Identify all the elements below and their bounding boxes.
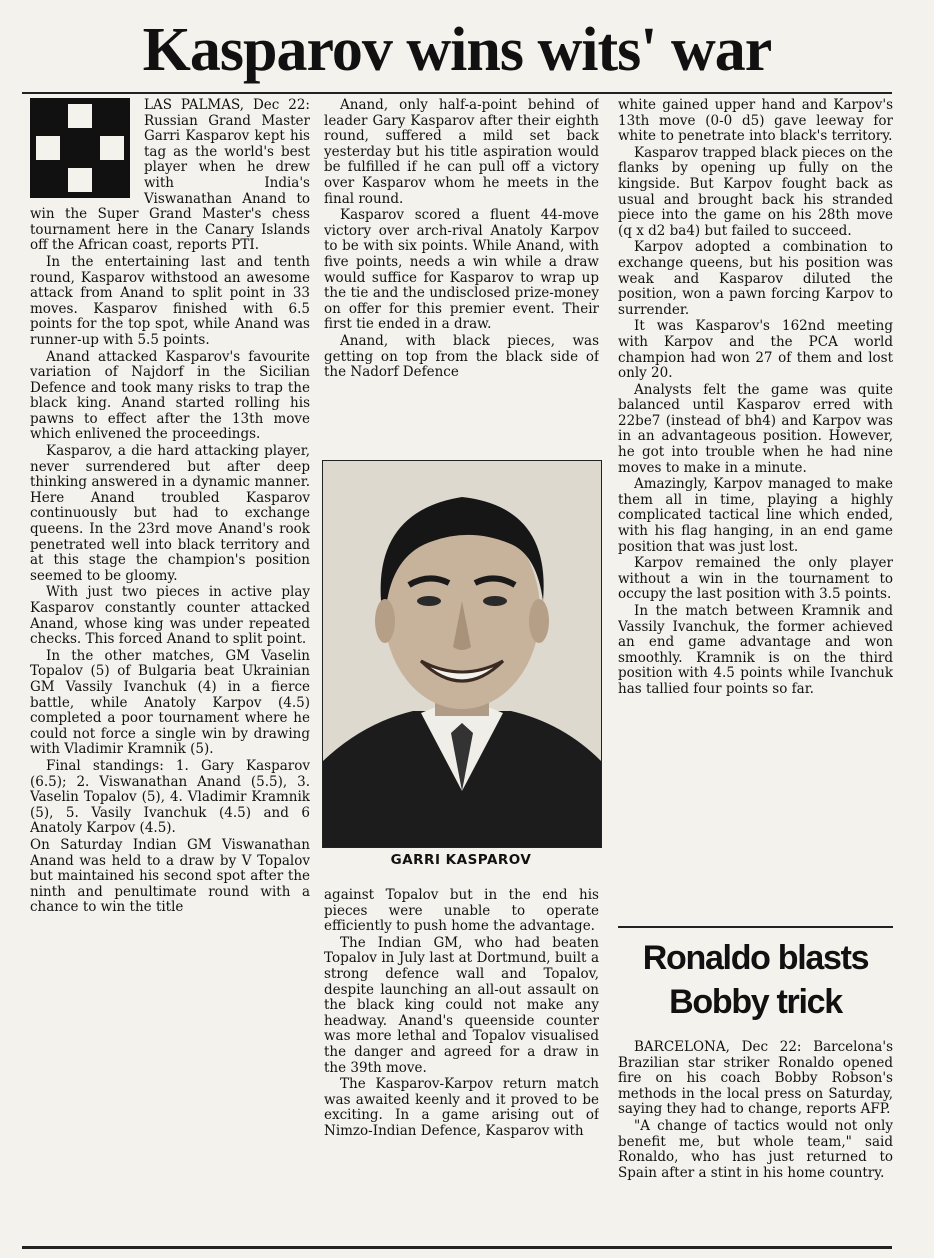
body-paragraph: Amazingly, Karpov managed to make them all in time, playing a highly complicated tactical line which ended, with his flag hanging, in an end game position that was just lost.: [618, 476, 893, 555]
chess-board-icon: [30, 98, 130, 198]
dateline-paragraph: LAS PALMAS, Dec 22: Russian Grand Master Garri Kasparov kept his tag as the world's best player when he drew with India's Viswanathan Anand to win the Super Grand Master's chess tournament here in the Canary Islands off the African coast, reports PTI.: [30, 98, 310, 254]
body-paragraph: Anand, with black pieces, was getting on top from the black side of the Nadorf Defence: [324, 332, 599, 381]
body-paragraph: The Indian GM, who had beaten Topalov in July last at Dortmund, built a strong defence wall and Topalov, despite launching an all-out assault on the black king could not make any headway. Anand's queenside counter was more lethal and Topalov visualised the danger and agreed for a draw in the 39th move.: [324, 934, 599, 1076]
sidebar-article: [618, 1040, 893, 1235]
body-paragraph: Karpov adopted a combination to exchange queens, but his position was weak and Kasparov diluted the position, won a pawn forcing Karpov to surrender.: [618, 239, 893, 318]
body-paragraph: It was Kasparov's 162nd meeting with Karpov and the PCA world champion had won 27 of them and lost only 20.: [618, 318, 893, 382]
sidebar-rule: [618, 926, 893, 928]
article-column-1: [30, 98, 310, 1233]
body-paragraph: In the other matches, GM Vaselin Topalov (5) of Bulgaria beat Ukrainian GM Vassily Ivanchuk (4) in a fierce battle, while Anatoly Karpov (4.5) completed a poor tournament where he could not force a single win by drawing with Vladimir Kramnik (5).: [30, 647, 310, 758]
body-paragraph: With just two pieces in active play Kasparov constantly counter attacked Anand, whose king was under repeated checks. This forced Anand to split point.: [30, 584, 310, 648]
body-paragraph: white gained upper hand and Karpov's 13th move (0-0 d5) gave leeway for white to penetrate into black's territory.: [618, 98, 893, 145]
body-paragraph: On Saturday Indian GM Viswanathan Anand was held to a draw by V Topalov but maintained his second spot after the ninth and penultimate round with a chance to win the title: [30, 836, 310, 916]
body-paragraph: Analysts felt the game was quite balanced until Kasparov erred with 22be7 (instead of bh4) and Karpov was in an advantageous position. However, he got into trouble when he had nine moves to make in a minute.: [618, 381, 893, 476]
body-paragraph: against Topalov but in the end his pieces were unable to operate efficiently to push home the advantage.: [324, 888, 599, 935]
dateline-paragraph: BARCELONA, Dec 22: Barcelona's Brazilian star striker Ronaldo opened fire on his coach Bobby Robson's methods in the local press on Saturday, saying they had to change, reports AFP.: [618, 1040, 893, 1118]
body-paragraph: In the match between Kramnik and Vassily Ivanchuk, the former achieved an end game advantage and won smoothly. Kramnik is on the third position with 4.5 points while Ivanchuk has tallied four points so far.: [618, 603, 893, 697]
body-paragraph: Anand attacked Kasparov's favourite variation of Najdorf in the Sicilian Defence and took many risks to trap the black king. Anand started rolling his pawns to effect after the 13th move which enlivened the proceedings.: [30, 348, 310, 443]
body-paragraph: Karpov remained the only player without a win in the tournament to occupy the last position with 3.5 points.: [618, 555, 893, 603]
sidebar-headline: Ronaldo blasts Bobby trick: [642, 939, 869, 1021]
article-column-2-bottom: [324, 888, 599, 1233]
page-bottom-rule: [22, 1246, 892, 1249]
body-paragraph: The Kasparov-Karpov return match was awaited keenly and it proved to be exciting. In a game arising out of Nimzo-Indian Defence, Kasparov with: [324, 1076, 599, 1139]
headline-rule: [22, 92, 892, 94]
photo-caption: GARRI KASPAROV: [390, 852, 532, 868]
portrait-photo: [322, 460, 602, 848]
article-column-3: [618, 98, 893, 918]
article-column-2-top: [324, 98, 599, 460]
body-paragraph: In the entertaining last and tenth round, Kasparov withstood an awesome attack from Anand to split point in 33 moves. Kasparov finished with 6.5 points for the top spot, while Anand was runner-up with 5.5 points.: [30, 253, 310, 348]
body-paragraph: Kasparov trapped black pieces on the flanks by opening up fully on the kingside. But Karpov fought back as usual and brought back his stranded piece into the game on his 28th move (q x d2 ba4) but failed to succeed.: [618, 144, 893, 239]
body-paragraph: Anand, only half-a-point behind of leader Gary Kasparov after their eighth round, suffered a mild set back yesterday but his title aspiration would be fulfilled if he can pull off a victory over Kasparov whom he meets in the final round.: [324, 98, 599, 207]
body-paragraph: Kasparov, a die hard attacking player, never surrendered but after deep thinking answered in a dynamic manner. Here Anand troubled Kasparov continuously but had to exchange queens. In the 23rd move Anand's rook penetrated well into black territory and at this stage the champion's position seemed to be gloomy.: [30, 443, 310, 584]
body-paragraph: Final standings: 1. Gary Kasparov (6.5); 2. Viswanathan Anand (5.5), 3. Vaselin Topalov (5), 4. Vladimir Kramnik (5), 5. Vasily Ivanchuk (4.5) and 6 Anatoly Karpov (4.5).: [30, 757, 310, 837]
body-paragraph: Kasparov scored a fluent 44-move victory over arch-rival Anatoly Karpov to be with six points. While Anand, with five points, needs a win while a draw would suffice for Kasparov to wrap up the tie and the undisclosed prize-money on offer for this premier event. Their first tie ended in a draw.: [324, 207, 599, 333]
headline: Kasparov wins wits' war: [142, 16, 772, 84]
body-paragraph: "A change of tactics would not only benefit me, but whole team," said Ronaldo, who has just returned to Spain after a stint in his home country.: [618, 1117, 893, 1181]
